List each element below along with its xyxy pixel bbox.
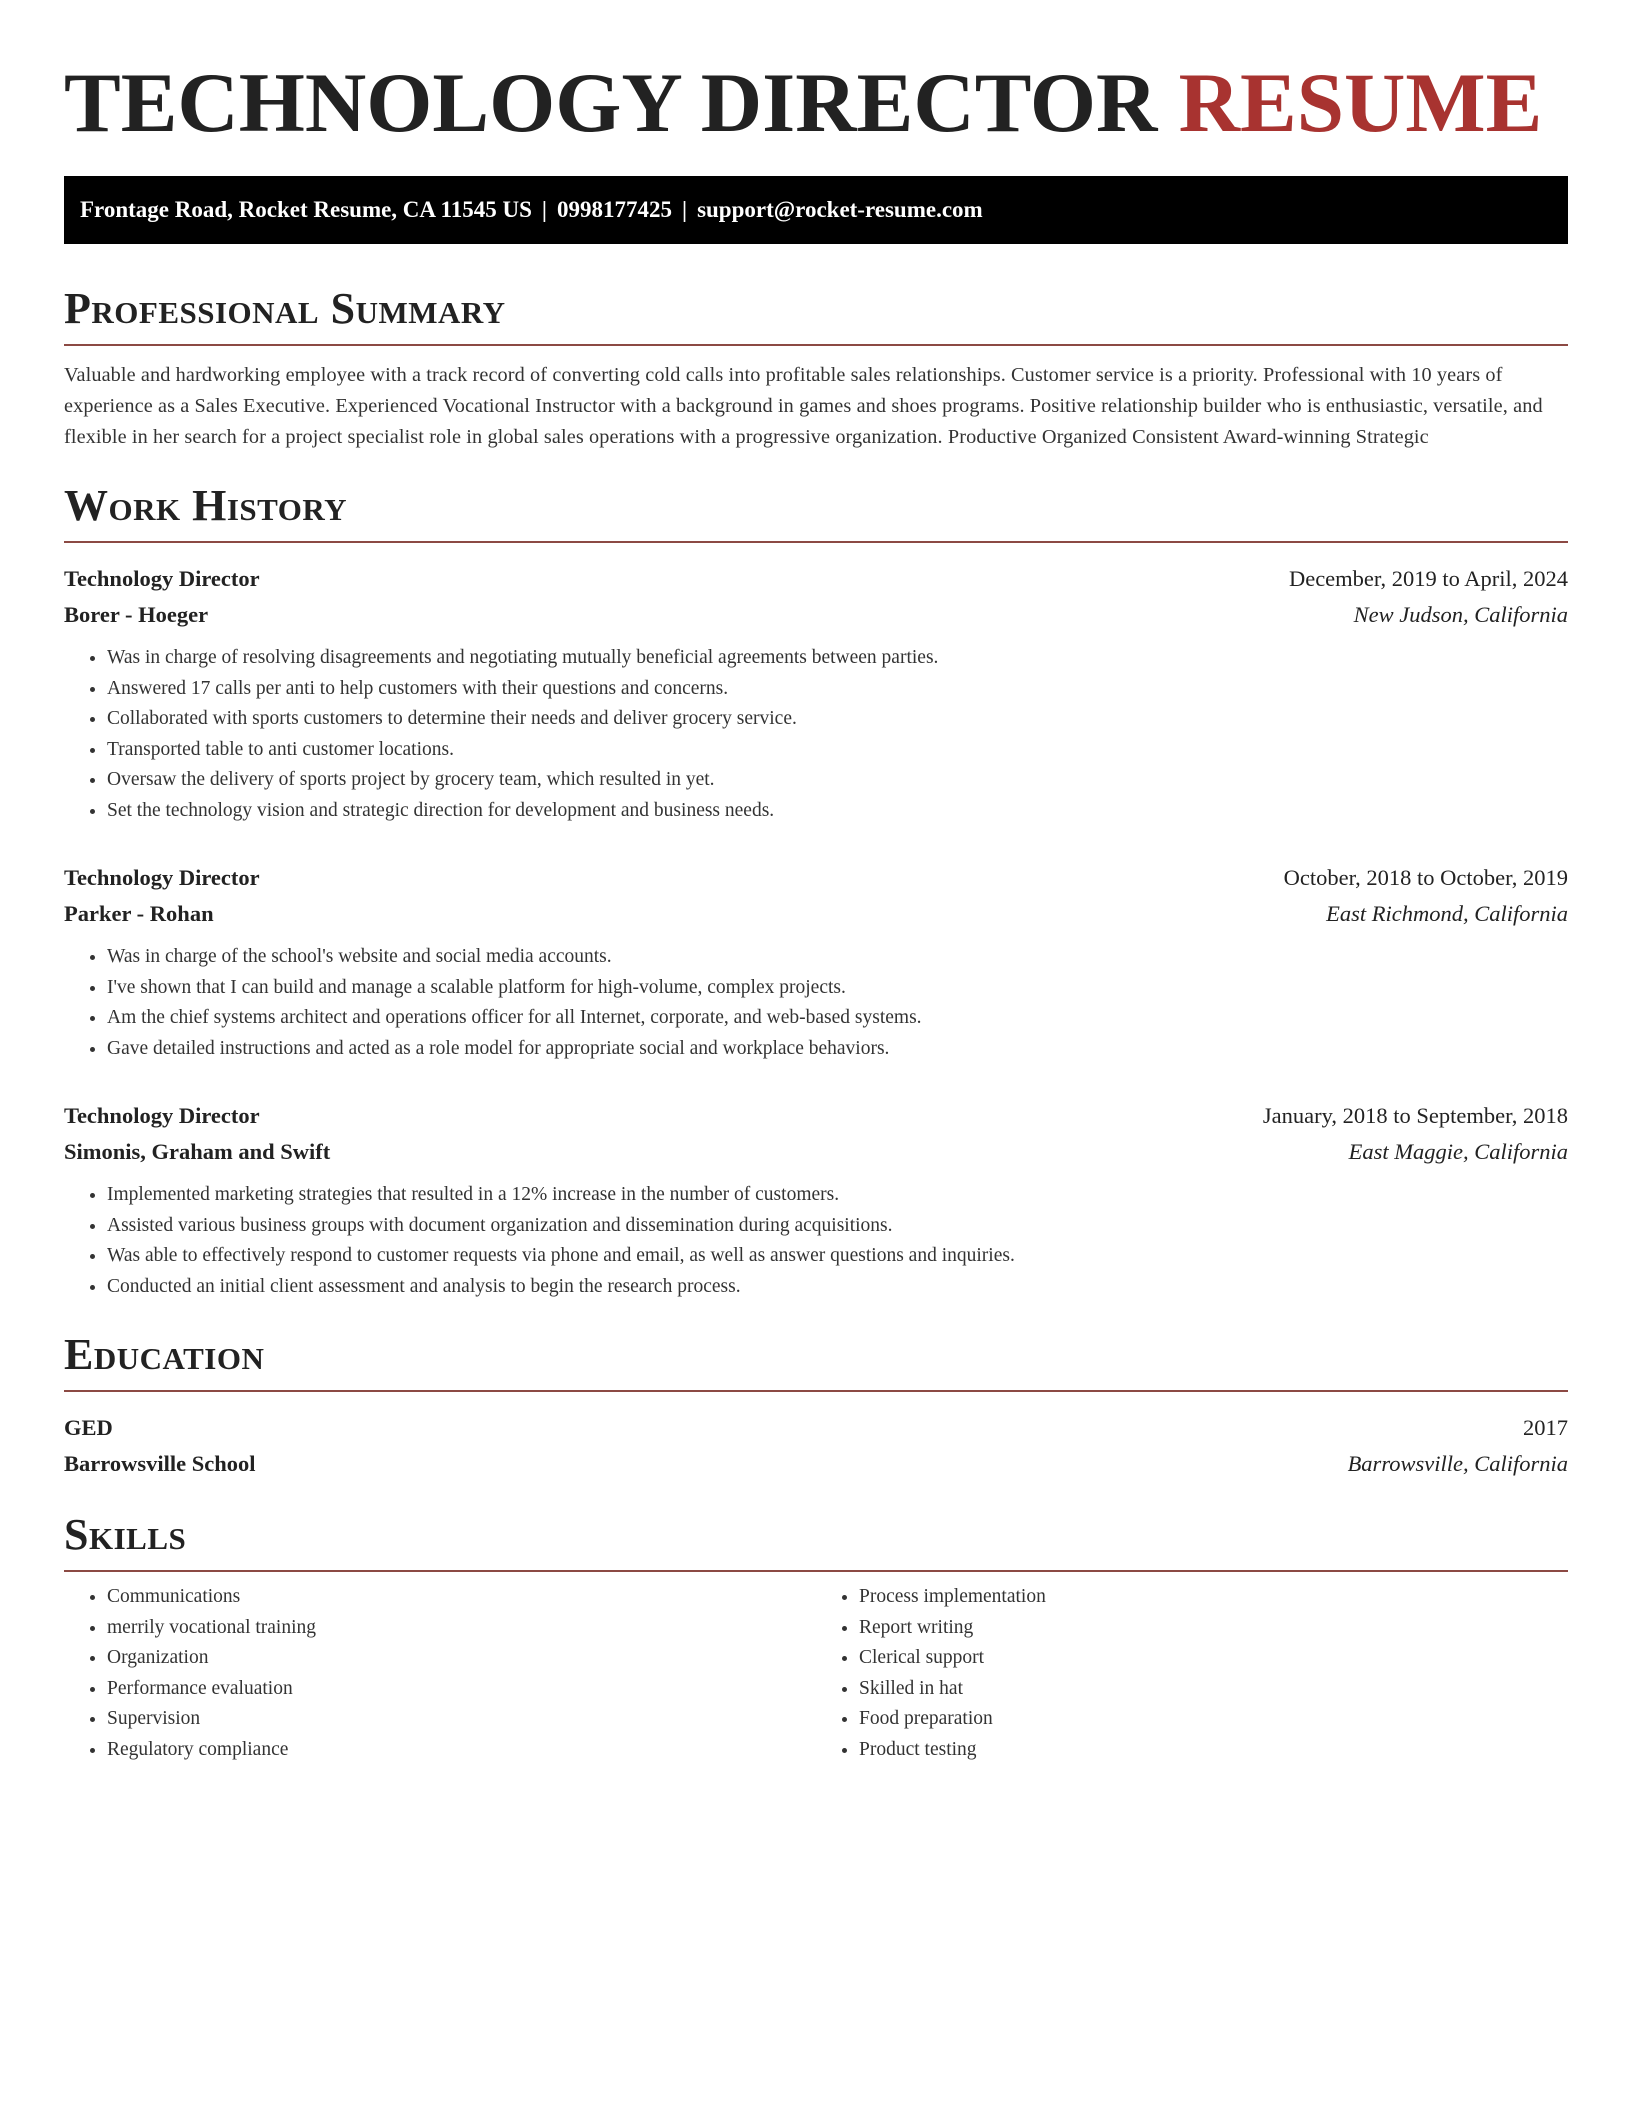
job-entry (64, 561, 1568, 826)
skill-item: • Regulatory compliance (107, 1735, 816, 1766)
contact-separator: | (681, 197, 688, 222)
job-duty-item: • Set the technology vision and strategic direction for development and business needs. (107, 796, 1568, 827)
contact-email[interactable]: support@rocket-resume.com (697, 197, 983, 222)
job-duties (64, 643, 1568, 826)
job-entry (64, 1098, 1568, 1302)
job-duty-item: • Gave detailed instructions and acted as a role model for appropriate social and workplace behaviors. (107, 1034, 1568, 1065)
contact-separator: | (541, 197, 547, 222)
job-duty-item: • Implemented marketing strategies that resulted in a 12% increase in the number of customers. (107, 1180, 1568, 1211)
education-year: 2017 (1523, 1415, 1568, 1440)
summary-text: Valuable and hardworking employee with a track record of converting cold calls into profitable sales relationships. Customer service is a priority. Professional with 10 years of experience as a Sales Executive. Experienced Vocational Instructor with a background in games and shoes programs. Positive relationship builder who is enthusiastic, versatile, and flexible in her search for a project specialist role in global sales operations with a progressive organization. Productive Organized Consistent Award-winning Strategic (64, 364, 1543, 448)
education-entry (64, 1410, 1568, 1482)
job-duty-item: • Was in charge of resolving disagreements and negotiating mutually beneficial agreements between parties. (107, 643, 1568, 674)
skills-list (64, 1582, 1568, 1765)
skill-item: • Process implementation (859, 1582, 1568, 1613)
job-duty-item: • Was able to effectively respond to customer requests via phone and email, as well as answer questions and inquiries. (107, 1241, 1568, 1272)
skill-item: • Clerical support (859, 1643, 1568, 1674)
job-company: Borer - Hoeger (64, 602, 209, 627)
education-school: Barrowsville School (64, 1451, 256, 1476)
skill-item: • Product testing (859, 1735, 1568, 1766)
job-duty-item: • Was in charge of the school's website and social media accounts. (107, 942, 1568, 973)
job-dates: January, 2018 to September, 2018 (1262, 1103, 1568, 1128)
job-location: East Maggie, California (1348, 1139, 1568, 1164)
job-company: Parker - Rohan (64, 901, 214, 926)
summary-heading: Professional Summary (64, 284, 1568, 346)
title-main: TECHNOLOGY DIRECTOR (64, 56, 1158, 150)
job-duty-item: • Oversaw the delivery of sports project by grocery team, which resulted in yet. (107, 765, 1568, 796)
education-degree: GED (64, 1415, 113, 1440)
job-company: Simonis, Graham and Swift (64, 1139, 331, 1164)
resume-page (64, 0, 1568, 1765)
skill-item: • Communications (107, 1582, 816, 1613)
job-duty-item: • Assisted various business groups with document organization and dissemination during acquisitions. (107, 1211, 1568, 1242)
contact-bar (64, 176, 1568, 244)
job-duty-item: • I've shown that I can build and manage a scalable platform for high-volume, complex projects. (107, 973, 1568, 1004)
skill-item: • Food preparation (859, 1704, 1568, 1735)
resume-title (64, 0, 1568, 148)
title-accent: RESUME (1178, 56, 1543, 150)
skills-heading: Skills (64, 1510, 1568, 1572)
skills-column-left (64, 1582, 816, 1765)
job-duty-item: • Answered 17 calls per anti to help customers with their questions and concerns. (107, 674, 1568, 705)
job-location: East Richmond, California (1326, 901, 1568, 926)
skill-item: • Supervision (107, 1704, 816, 1735)
skills-column-right (816, 1582, 1568, 1765)
job-title: Technology Director (64, 865, 260, 890)
job-duty-item: • Am the chief systems architect and operations officer for all Internet, corporate, and web-based systems. (107, 1003, 1568, 1034)
skill-item: • merrily vocational training (107, 1613, 816, 1644)
job-dates: December, 2019 to April, 2024 (1288, 566, 1568, 591)
skill-item: • Skilled in hat (859, 1674, 1568, 1705)
job-duty-item: • Collaborated with sports customers to determine their needs and deliver grocery service. (107, 704, 1568, 735)
education-heading: Education (64, 1330, 1568, 1392)
job-dates: October, 2018 to October, 2019 (1283, 865, 1568, 890)
job-duties (64, 942, 1568, 1064)
skill-item: • Performance evaluation (107, 1674, 816, 1705)
skill-item: • Report writing (859, 1613, 1568, 1644)
contact-phone[interactable]: 0998177425 (556, 197, 672, 222)
job-duties (64, 1180, 1568, 1302)
job-location: New Judson, California (1353, 602, 1568, 627)
work-history-list (64, 561, 1568, 1302)
contact-address: Frontage Road, Rocket Resume, CA 11545 US (80, 197, 532, 222)
job-duty-item: • Transported table to anti customer locations. (107, 735, 1568, 766)
skill-item: • Organization (107, 1643, 816, 1674)
job-duty-item: • Conducted an initial client assessment and analysis to begin the research process. (107, 1272, 1568, 1303)
job-title: Technology Director (64, 1103, 260, 1128)
education-location: Barrowsville, California (1347, 1451, 1568, 1476)
job-title: Technology Director (64, 566, 260, 591)
work-history-heading: Work History (64, 481, 1568, 543)
job-entry (64, 860, 1568, 1064)
